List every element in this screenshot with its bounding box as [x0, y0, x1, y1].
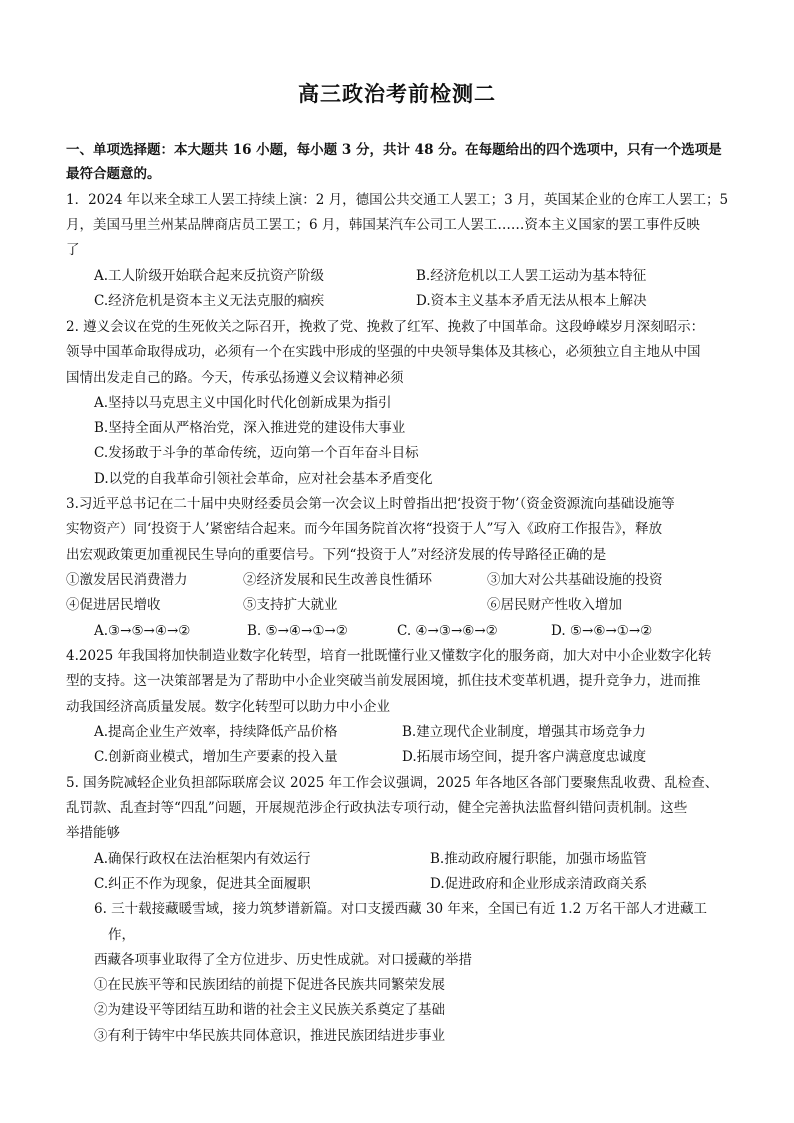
question-stem-line: 实物资产）同‘投资于人’紧密结合起来。而今年国务院首次将“投资于人”写入《政府工作报告》，释放 [66, 521, 663, 537]
option-a: A.提高企业生产效率，持续降低产品价格 [94, 724, 338, 740]
question-stem-line: 举措能够 [66, 825, 120, 841]
statement-item: ③加大对公共基础设施的投资 [487, 572, 663, 588]
statement-item: ⑤支持扩大就业 [243, 597, 338, 613]
option-d: D.促进政府和企业形成亲清政商关系 [430, 876, 648, 892]
statement-item: ②经济发展和民生改善良性循环 [243, 572, 432, 588]
option-a: A.工人阶级开始联合起来反抗资产阶级 [94, 268, 325, 284]
statement-item: ①在民族平等和民族团结的前提下促进各民族共同繁荣发展 [94, 977, 445, 993]
option-a: A.确保行政权在法治框架内有效运行 [94, 851, 311, 867]
option-c: C.发扬敢于斗争的革命传统，迈向第一个百年奋斗目标 [94, 445, 419, 461]
option-d: D.拓展市场空间，提升客户满意度忠诚度 [402, 749, 647, 765]
section-heading-line-1: 一、单项选择题：本大题共 16 小题，每小题 3 分，共计 48 分。在每题给出的四个选项中，只有一个选项是 [66, 142, 722, 158]
option-d: D. ⑤→⑥→①→② [551, 623, 653, 639]
question-stem-line: 3.习近平总书记在二十届中央财经委员会第一次会议上时曾指出把‘投资于物’（资金资源流向基础设施等 [66, 496, 675, 512]
option-d: D.以党的自我革命引领社会革命，应对社会基本矛盾变化 [94, 471, 433, 487]
section-heading-line-2: 最符合题意的。 [66, 166, 161, 182]
question-stem-line: 动我国经济高质量发展。数字化转型可以助力中小企业 [66, 699, 390, 715]
question-stem-line: 月，美国马里兰州某品牌商店员工罢工；6 月，韩国某汽车公司工人罢工……资本主义国家的罢工事件反映 [66, 217, 700, 233]
option-b: B.经济危机以工人罢工运动为基本特征 [416, 268, 647, 284]
question-stem-line: 出宏观政策更加重视民生导向的重要信号。下列“投资于人”对经济发展的传导路径正确的是 [66, 547, 607, 563]
question-stem-line: 西藏各项事业取得了全方位进步、历史性成就。对口援藏的举措 [94, 952, 472, 968]
option-d: D.资本主义基本矛盾无法从根本上解决 [416, 293, 647, 309]
statement-item: ②为建设平等团结互助和谐的社会主义民族关系奠定了基础 [94, 1002, 445, 1018]
question-stem-line: 4.2025 年我国将加快制造业数字化转型，培育一批既懂行业又懂数字化的服务商，加大对中小企业数字化转 [66, 648, 712, 664]
option-c: C.纠正不作为现象，促进其全面履职 [94, 876, 311, 892]
question-stem-line: 领导中国革命取得成功，必须有一个在实践中形成的坚强的中央领导集体及其核心，必须独立自主地从中国 [66, 344, 701, 360]
question-stem-line: 了 [66, 242, 80, 258]
question-stem-line: 1．2024 年以来全球工人罢工持续上演：2 月，德国公共交通工人罢工；3 月，英国某企业的仓库工人罢工；5 [66, 192, 729, 208]
option-b: B.推动政府履行职能，加强市场监管 [430, 851, 647, 867]
option-b: B.建立现代企业制度，增强其市场竞争力 [402, 724, 646, 740]
option-c: C. ④→③→⑥→② [397, 623, 498, 639]
question-stem-line: 乱罚款、乱查封等“四乱”问题，开展规范涉企行政执法专项行动，健全完善执法监督纠错问责机制。这些 [66, 800, 688, 816]
statement-item: ⑥居民财产性收入增加 [487, 597, 622, 613]
option-a: A.③→⑤→④→② [94, 623, 191, 639]
question-stem-line: 6. 三十载接藏暖雪域，接力筑梦谱新篇。对口支援西藏 30 年来，全国已有近 1.2 万名干部人才进藏工 [94, 901, 707, 917]
option-c: C.经济危机是资本主义无法克服的痼疾 [94, 293, 325, 309]
question-stem-line: 国情出发走自己的路。今天，传承弘扬遵义会议精神必须 [66, 370, 404, 386]
option-b: B.坚持全面从严格治党，深入推进党的建设伟大事业 [94, 420, 406, 436]
option-a: A.坚持以马克思主义中国化时代化创新成果为指引 [94, 395, 392, 411]
statement-item: ④促进居民增收 [66, 597, 161, 613]
question-stem-line: 作， [108, 927, 135, 943]
page-title: 高三政治考前检测二 [298, 81, 496, 106]
statement-item: ③有利于铸牢中华民族共同体意识，推进民族团结进步事业 [94, 1028, 445, 1044]
question-stem-line: 5. 国务院减轻企业负担部际联席会议 2025 年工作会议强调，2025 年各地区各部门要聚焦乱收费、乱检查、 [66, 775, 719, 791]
statement-item: ①激发居民消费潜力 [66, 572, 188, 588]
question-stem-line: 2. 遵义会议在党的生死攸关之际召开，挽救了党、挽救了红军、挽救了中国革命。这段峥嵘岁月深刻昭示： [66, 319, 705, 335]
option-c: C.创新商业模式，增加生产要素的投入量 [94, 749, 338, 765]
question-stem-line: 型的支持。这一决策部署是为了帮助中小企业突破当前发展困境，抓住技术变革机遇，提升竞争力，进而推 [66, 673, 701, 689]
option-b: B. ⑤→④→①→② [247, 623, 348, 639]
